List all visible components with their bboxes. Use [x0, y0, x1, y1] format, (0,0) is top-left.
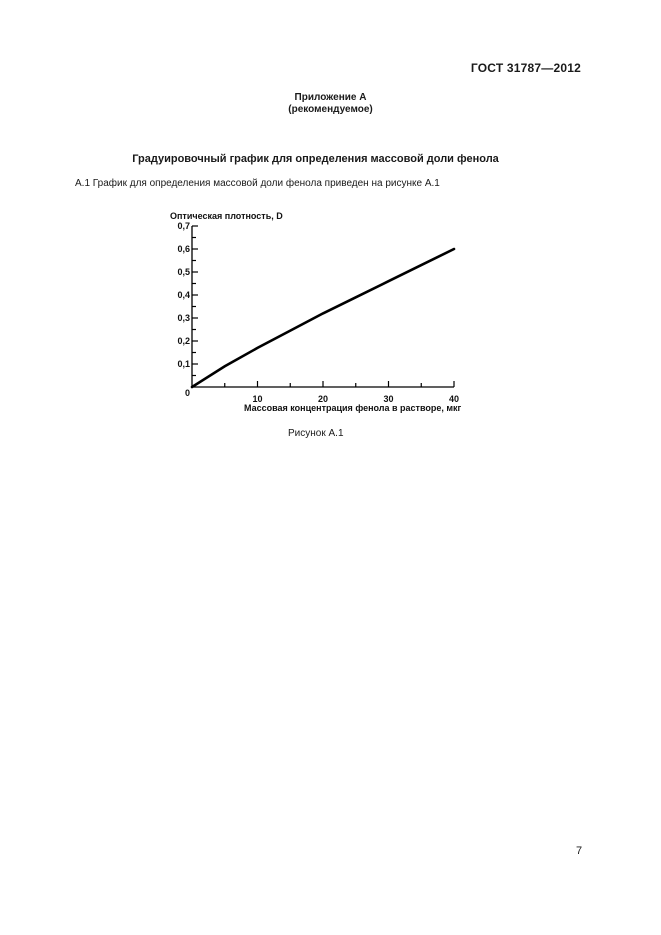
y-tick-label: 0,1: [177, 359, 190, 369]
paragraph-a1: А.1 График для определения массовой доли фенола приведен на рисунке А.1: [75, 178, 440, 189]
x-axis-label: Массовая концентрация фенола в растворе, мкг: [244, 403, 462, 413]
annex-subtitle: (рекомендуемое): [288, 104, 373, 115]
x-tick-label: 10: [252, 394, 263, 404]
page-number: 7: [576, 845, 583, 857]
document-code: ГОСТ 31787—2012: [470, 61, 581, 75]
calibration-curve: [192, 249, 454, 387]
y-tick-label: 0,7: [177, 221, 190, 231]
x-tick-label: 20: [317, 394, 329, 404]
x-tick-label: 40: [448, 394, 460, 404]
calibration-chart: [160, 205, 470, 420]
y-tick-label: 0,4: [177, 290, 190, 300]
y-tick-label: 0,2: [177, 336, 190, 346]
annex-title: Приложение А: [294, 92, 367, 103]
y-tick-label: 0,5: [177, 267, 190, 277]
ticks: [177, 221, 459, 404]
origin-label: 0: [185, 388, 191, 398]
y-tick-label: 0,3: [177, 313, 190, 323]
section-heading: Градуировочный график для определения массовой доли фенола: [132, 153, 499, 165]
x-tick-label: 30: [383, 394, 394, 404]
y-axis-label: Оптическая плотность, D: [170, 211, 283, 221]
y-tick-label: 0,6: [177, 244, 190, 254]
figure-caption: Рисунок А.1: [288, 428, 344, 439]
